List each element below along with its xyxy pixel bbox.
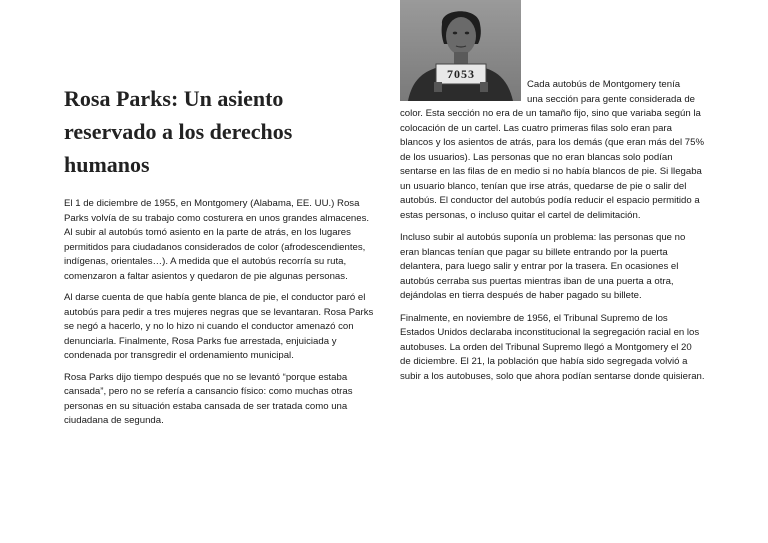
paragraph-1: El 1 de diciembre de 1955, en Montgomery (Alabama, EE. UU.) Rosa Parks volvía de su trabajo como costurera en unos grandes almacenes. Al subir al autobús tomó asiento en la parte de atrás, en los lugares permitidos para ciudadanos considerados de color (afrodescendientes, indígenas, orientales…). A medida que el autobús recorría su ruta, comenzaron a faltar asientos y quedaron de pie algunas personas. — [64, 198, 370, 282]
right-column — [400, 0, 705, 384]
right-intro-line-2: una sección para gente considerada de — [527, 93, 696, 105]
right-paragraph-2: Incluso subir al autobús suponía un problema: las personas que no eran blancas tenían que pagar su billete entrando por la puerta delantera, para luego salir y entrar por la trasera. En ocasiones el autobús cerraba sus puertas mientras iban de una puerta a otra, dejándolas en tierra después de haber pagado su billete. — [400, 232, 686, 301]
right-paragraph-3: Finalmente, en noviembre de 1956, el Tribunal Supremo de los Estados Unidos declaraba inconstitucional la segregación racial en los autobuses. La orden del Tribunal Supremo llegó a Montgomery el 20 de diciembre. El 21, la población que había sido segregada volvió a subir a los autobuses, solo que ahora podían sentarse donde quisieran. — [400, 312, 705, 382]
right-paragraph-1-continued: color. Esta sección no era de un tamaño fijo, sino que variaba según la colocación de un cartel. Las cuatro primeras filas solo eran para blancos y los asientos de atrás, para los demás (que eran más del 75% de los usuarios). Las personas que no eran blancas solo podían sentarse en las filas de en medio si no había blancos de pie. Si llegaba un usuario blanco, tenían que irse atrás, quedarse de pie o salir del autobús. El conductor del autobús podía reducir el espacio permitido a estas personas, o incluso quitar el cartel de delimitación. — [400, 108, 704, 221]
paragraph-2: Al darse cuenta de que había gente blanca de pie, el conductor paró el autobús para pedir a tres mujeres negras que se levantaran. Rosa Parks se negó a hacerlo, y no lo hizo ni cuando el conductor amenazó con denunciarla. Finalmente, Rosa Parks fue arrestada, enjuiciada y condenada por transgredir el ordenamiento municipal. — [64, 292, 374, 361]
article-title: Rosa Parks: Un asiento reservado a los derechos humanos — [64, 86, 293, 177]
rosa-parks-mugshot-photo — [400, 0, 521, 101]
placard-number: 7053 — [447, 67, 475, 81]
right-intro-line-1: Cada autobús de Montgomery tenía — [527, 79, 681, 90]
paragraph-3: Rosa Parks dijo tiempo después que no se levantó “porque estaba cansada”, pero no se refería a cansancio físico: como muchas otras personas en su situación estaba cansada de ser tratada como una ciudadana de segunda. — [64, 371, 353, 426]
left-column — [64, 82, 374, 436]
